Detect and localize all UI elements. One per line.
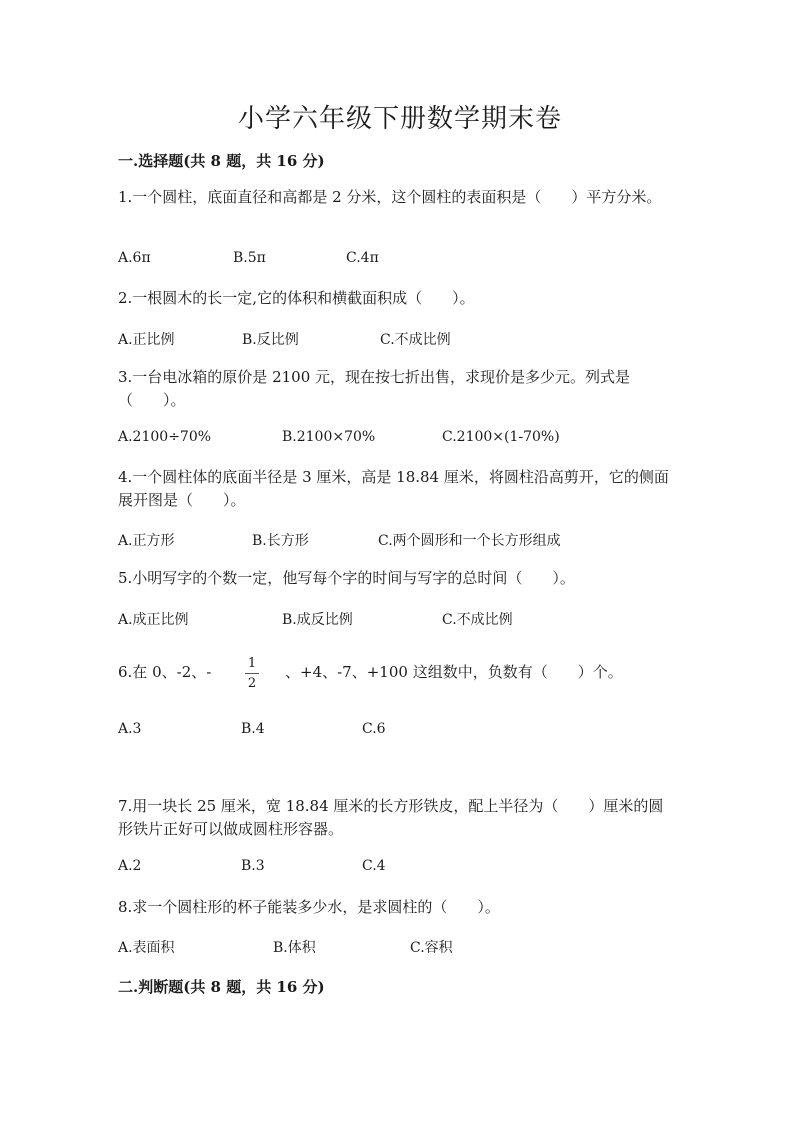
q5-option-b[interactable]: B.成反比例 xyxy=(282,612,353,628)
q3-option-a[interactable]: A.2100÷70% xyxy=(118,429,212,445)
question-2: 2.一根圆木的长一定,它的体积和横截面积成（ ）。 xyxy=(118,289,475,307)
q1-option-c[interactable]: C.4π xyxy=(346,250,379,266)
q3-option-b[interactable]: B.2100×70% xyxy=(282,429,376,445)
q6-option-c[interactable]: C.6 xyxy=(362,721,386,737)
q4-option-b[interactable]: B.长方形 xyxy=(252,533,309,549)
q7-option-a[interactable]: A.2 xyxy=(118,858,142,874)
q6-option-a[interactable]: A.3 xyxy=(118,721,142,737)
question-8: 8.求一个圆柱形的杯子能装多少水，是求圆柱的（ ）。 xyxy=(118,898,500,916)
section-heading-judgement: 二.判断题(共 8 题，共 16 分) xyxy=(118,978,325,996)
fraction-one-half xyxy=(245,656,259,691)
q4-option-a[interactable]: A.正方形 xyxy=(118,533,175,549)
section-heading-choice: 一.选择题(共 8 题，共 16 分) xyxy=(118,152,325,170)
q5-option-a[interactable]: A.成正比例 xyxy=(118,612,189,628)
question-7: 7.用一块长 25 厘米，宽 18.84 厘米的长方形铁皮，配上半径为（ ）厘米的圆形铁片正好可以做成圆柱形容器。 xyxy=(118,797,664,838)
q8-option-b[interactable]: B.体积 xyxy=(273,940,316,956)
q2-option-c[interactable]: C.不成比例 xyxy=(380,332,451,348)
question-6-part2: 、+4、-7、+100 这组数中，负数有（ ）个。 xyxy=(285,663,623,681)
q1-option-b[interactable]: B.5π xyxy=(233,250,266,266)
q6-option-b[interactable]: B.4 xyxy=(241,721,265,737)
question-1: 1.一个圆柱，底面直径和高都是 2 分米，这个圆柱的表面积是（ ）平方分米。 xyxy=(118,188,662,206)
q2-option-a[interactable]: A.正比例 xyxy=(118,332,175,348)
q5-option-c[interactable]: C.不成比例 xyxy=(442,612,513,628)
question-6-part1: 6.在 0、-2、- xyxy=(118,663,212,681)
question-5: 5.小明写字的个数一定，他写每个字的时间与写字的总时间（ ）。 xyxy=(118,569,575,587)
q7-option-b[interactable]: B.3 xyxy=(241,858,265,874)
question-3: 3.一台电冰箱的原价是 2100 元，现在按七折出售，求现价是多少元。列式是（ ）。 xyxy=(118,368,631,409)
q8-option-c[interactable]: C.容积 xyxy=(410,940,453,956)
q4-option-c[interactable]: C.两个圆形和一个长方形组成 xyxy=(378,533,561,549)
fraction-bar xyxy=(245,673,259,674)
q2-option-b[interactable]: B.反比例 xyxy=(242,332,299,348)
fraction-numerator: 1 xyxy=(247,656,257,671)
q7-option-c[interactable]: C.4 xyxy=(362,858,386,874)
question-4: 4.一个圆柱体的底面半径是 3 厘米，高是 18.84 厘米，将圆柱沿高剪开，它的侧面展开图是（ ）。 xyxy=(118,468,669,509)
fraction-denominator: 2 xyxy=(247,676,257,691)
q1-option-a[interactable]: A.6π xyxy=(118,250,151,266)
q3-option-c[interactable]: C.2100×(1-70%) xyxy=(442,429,560,445)
page-title: 小学六年级下册数学期末卷 xyxy=(237,104,562,134)
q8-option-a[interactable]: A.表面积 xyxy=(118,940,175,956)
